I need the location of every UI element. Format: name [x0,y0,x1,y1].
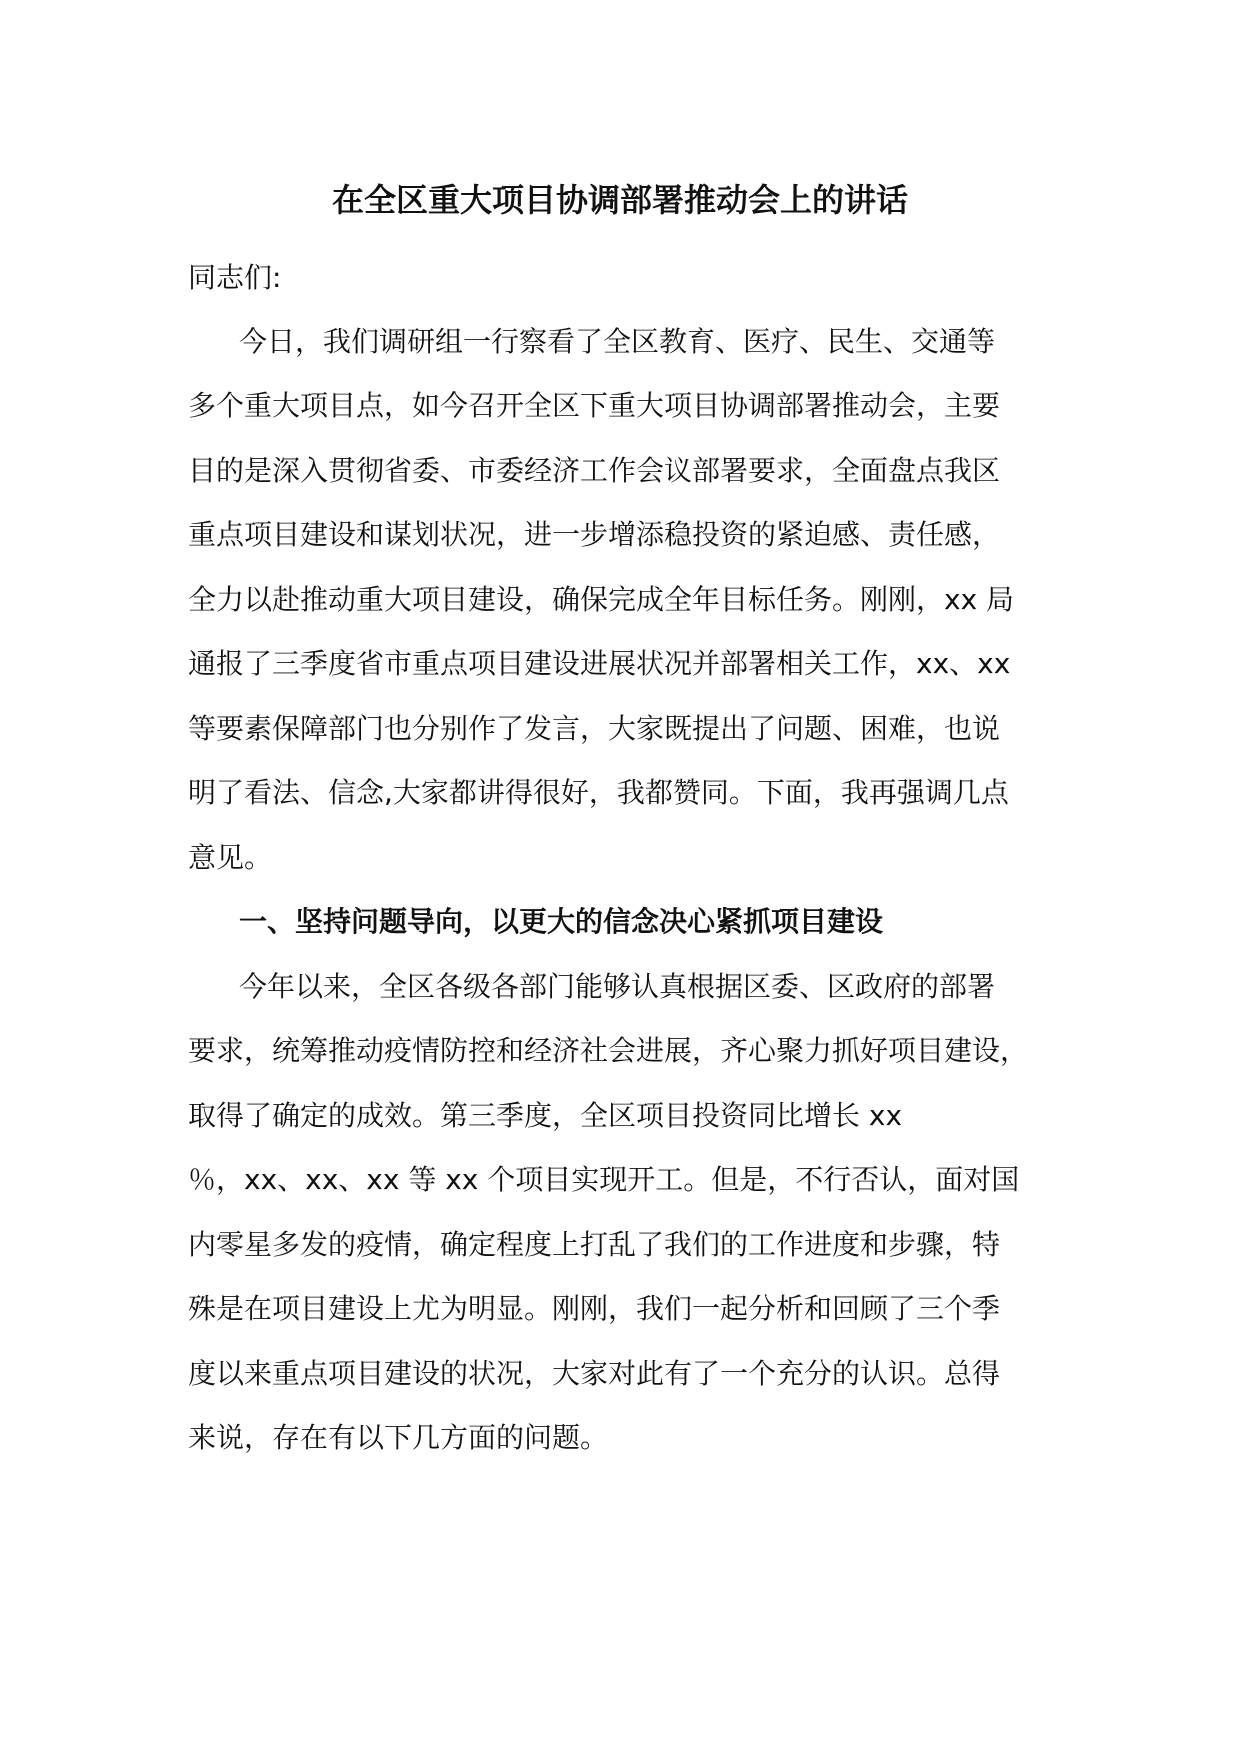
section-1-heading: 一、坚持问题导向，以更大的信念决心紧抓项目建设 [239,905,884,938]
paragraph-2-line: 殊是在项目建设上尤为明显。刚刚，我们一起分析和回顾了三个季 [188,1292,1001,1325]
paragraph-2-line: 今年以来，全区各级各部门能够认真根据区委、区政府的部署 [239,970,996,1003]
paragraph-1-line: 等要素保障部门也分别作了发言，大家既提出了问题、困难，也说 [188,712,1001,745]
paragraph-1-line: 明了看法、信念,大家都讲得很好，我都赞同。下面，我再强调几点 [188,776,1009,809]
paragraph-1-line: 全力以赴推动重大项目建设，确保完成全年目标任务。刚刚，xx 局 [188,583,1015,616]
paragraph-2-line: 内零星多发的疫情，确定程度上打乱了我们的工作进度和步骤，特 [188,1228,1001,1261]
paragraph-1-line: 重点项目建设和谋划状况，进一步增添稳投资的紧迫感、责任感， [188,518,1001,551]
salutation: 同志们: [188,261,282,294]
paragraph-2-line: 度以来重点项目建设的状况，大家对此有了一个充分的认识。总得 [188,1357,1001,1390]
paragraph-1-line: 通报了三季度省市重点项目建设进展状况并部署相关工作，xx、xx [188,647,1011,680]
paragraph-1-line: 意见。 [188,841,273,874]
paragraph-1-line: 今日，我们调研组一行察看了全区教育、医疗、民生、交通等 [239,325,996,358]
document-title: 在全区重大项目协调部署推动会上的讲话 [331,181,908,219]
paragraph-2-line: 来说，存在有以下几方面的问题。 [188,1421,609,1454]
paragraph-1-line: 多个重大项目点，如今召开全区下重大项目协调部署推动会，主要 [188,389,1001,422]
paragraph-2-line: 取得了确定的成效。第三季度，全区项目投资同比增长 xx [188,1099,903,1132]
paragraph-1-line: 目的是深入贯彻省委、市委经济工作会议部署要求，全面盘点我区 [188,454,1001,487]
paragraph-2-line: 要求，统筹推动疫情防控和经济社会进展，齐心聚力抓好项目建设， [188,1034,1029,1067]
paragraph-2-line: ％，xx、xx、xx 等 xx 个项目实现开工。但是，不行否认，面对国 [188,1163,1020,1196]
